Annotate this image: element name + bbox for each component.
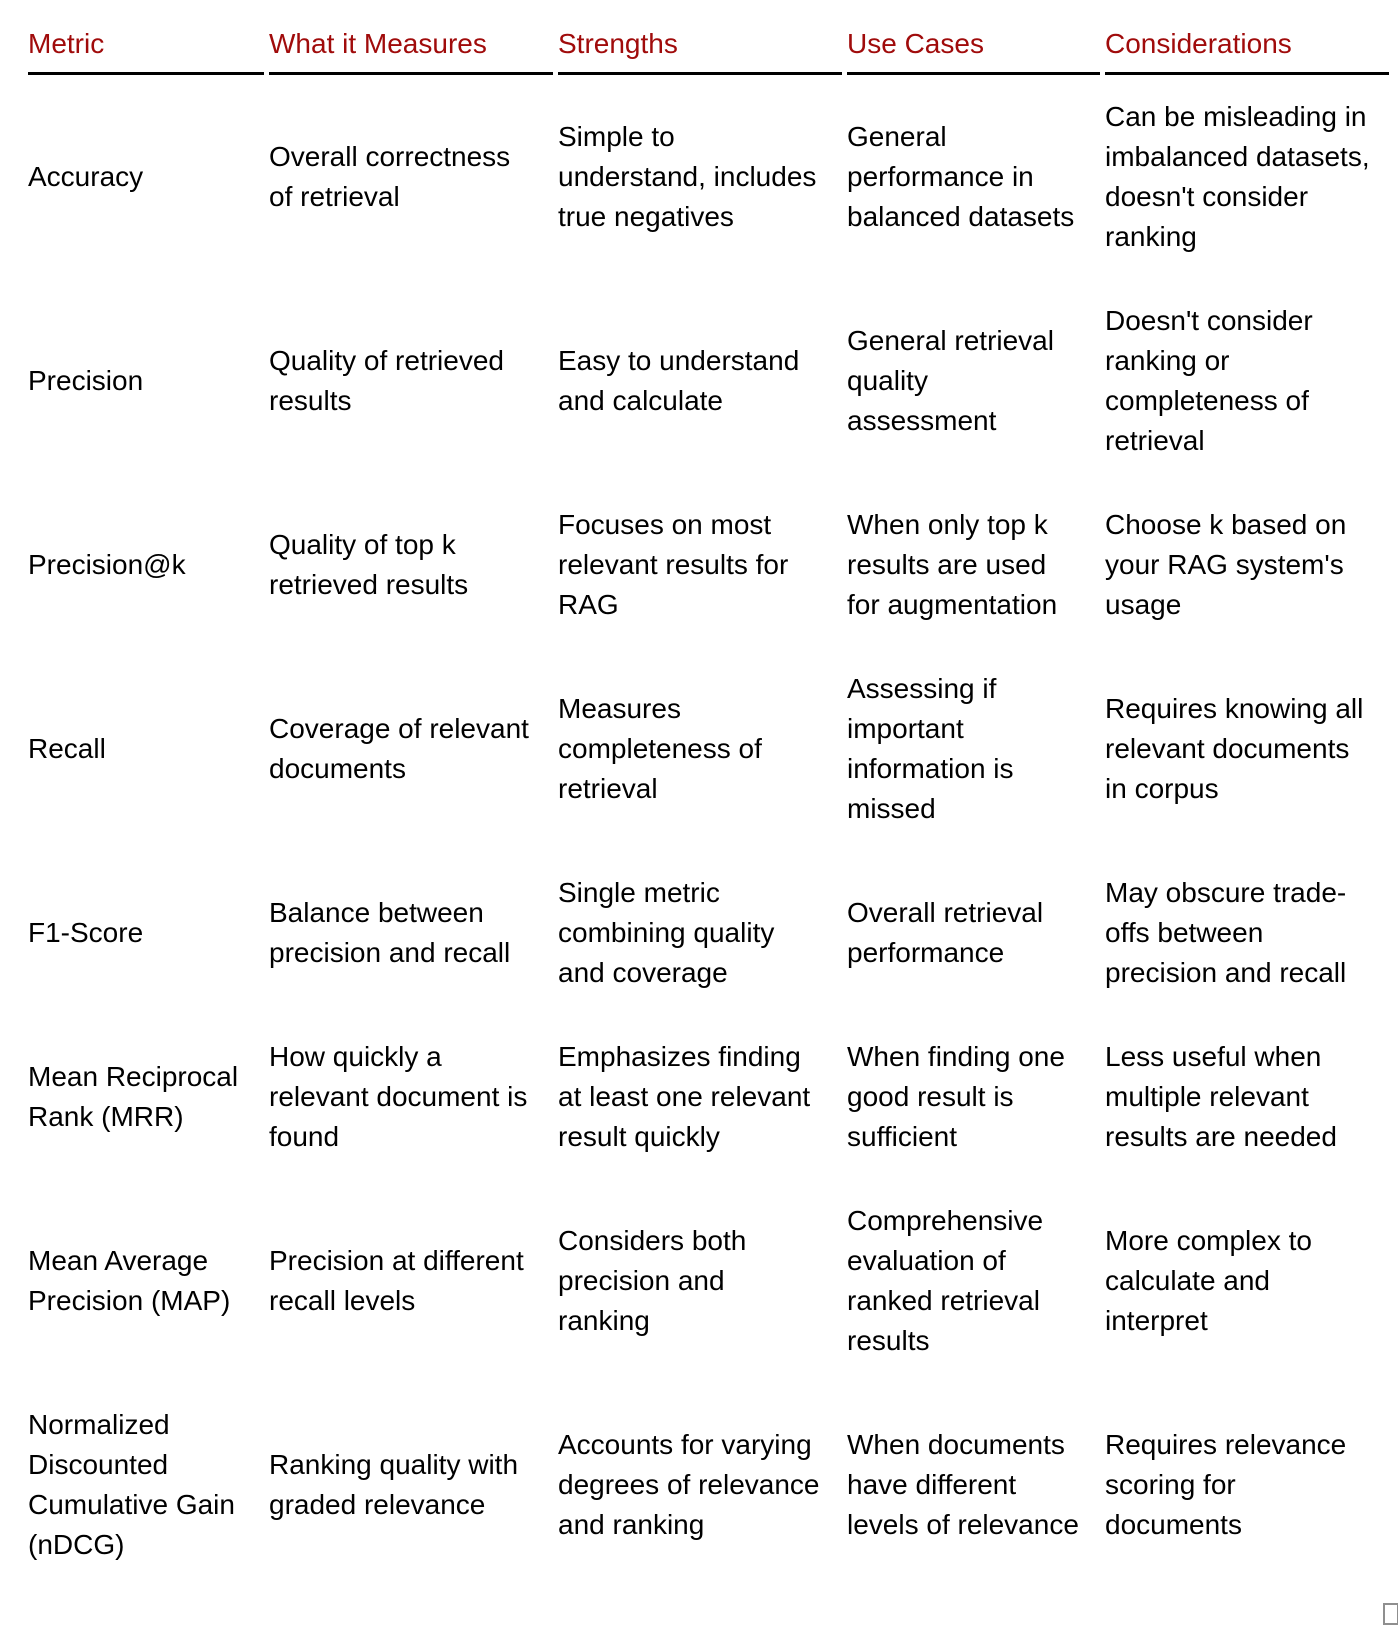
cell-use-cases: When documents have different levels of relevance [847,1429,1079,1540]
cell-metric: Recall [28,733,106,764]
cell-metric: Precision@k [28,549,186,580]
cell-use-cases: When only top k results are used for augmentation [847,509,1058,620]
cell-use-cases: General performance in balanced datasets [847,121,1075,232]
cell-strengths: Accounts for varying degrees of relevance and ranking [558,1429,820,1540]
table-row-mrr [28,1015,1389,1179]
cell-considerations: Requires relevance scoring for documents [1105,1429,1347,1540]
cell-what-it-measures: Quality of retrieved results [269,345,504,416]
column-header-what-it-measures: What it Measures [269,14,553,75]
column-header-strengths: Strengths [558,14,842,75]
cell-use-cases: Comprehensive evaluation of ranked retrieval results [847,1205,1044,1356]
cell-what-it-measures: Quality of top k retrieved results [269,529,469,600]
table-row-precision [28,279,1389,483]
cell-metric: Mean Average Precision (MAP) [28,1245,231,1316]
cell-what-it-measures: How quickly a relevant document is found [269,1041,528,1152]
cell-use-cases: Assessing if important information is missed [847,673,1014,824]
table-row-accuracy [28,75,1389,279]
cell-considerations: Choose k based on your RAG system's usage [1105,509,1347,620]
table-row-map [28,1179,1389,1383]
cell-use-cases: Overall retrieval performance [847,897,1044,968]
column-header-metric: Metric [28,14,264,75]
cell-use-cases: When finding one good result is sufficient [847,1041,1065,1152]
cell-considerations: Requires knowing all relevant documents in corpus [1105,693,1364,804]
cell-what-it-measures: Coverage of relevant documents [269,713,529,784]
header-row [28,14,1389,75]
table-row-ndcg [28,1383,1389,1587]
corner-box-glyph [1383,1603,1398,1625]
cell-what-it-measures: Overall correctness of retrieval [269,141,511,212]
table-row-precision-at-k [28,483,1389,647]
cell-what-it-measures: Precision at different recall levels [269,1245,524,1316]
cell-metric: F1-Score [28,917,144,948]
cell-metric: Mean Reciprocal Rank (MRR) [28,1061,239,1132]
cell-considerations: Less useful when multiple relevant results are needed [1105,1041,1337,1152]
cell-strengths: Single metric combining quality and coverage [558,877,775,988]
table-row-f1-score [28,851,1389,1015]
column-header-considerations: Considerations [1105,14,1389,75]
column-header-use-cases: Use Cases [847,14,1100,75]
cell-considerations: More complex to calculate and interpret [1105,1225,1312,1336]
cell-considerations: May obscure trade-offs between precision and recall [1105,877,1347,988]
cell-what-it-measures: Ranking quality with graded relevance [269,1449,519,1520]
cell-metric: Precision [28,365,144,396]
cell-considerations: Can be misleading in imbalanced datasets, doesn't consider ranking [1105,101,1370,252]
cell-strengths: Easy to understand and calculate [558,345,800,416]
cell-considerations: Doesn't consider ranking or completeness of retrieval [1105,305,1313,456]
cell-strengths: Emphasizes finding at least one relevant result quickly [558,1041,811,1152]
rag-retrieval-metrics-table [23,14,1394,1587]
cell-metric: Accuracy [28,161,144,192]
cell-strengths: Focuses on most relevant results for RAG [558,509,789,620]
cell-what-it-measures: Balance between precision and recall [269,897,511,968]
cell-metric: Normalized Discounted Cumulative Gain (nDCG) [28,1409,235,1560]
table-row-recall [28,647,1389,851]
cell-strengths: Simple to understand, includes true negatives [558,121,817,232]
cell-strengths: Measures completeness of retrieval [558,693,762,804]
cell-use-cases: General retrieval quality assessment [847,325,1054,436]
cell-strengths: Considers both precision and ranking [558,1225,747,1336]
